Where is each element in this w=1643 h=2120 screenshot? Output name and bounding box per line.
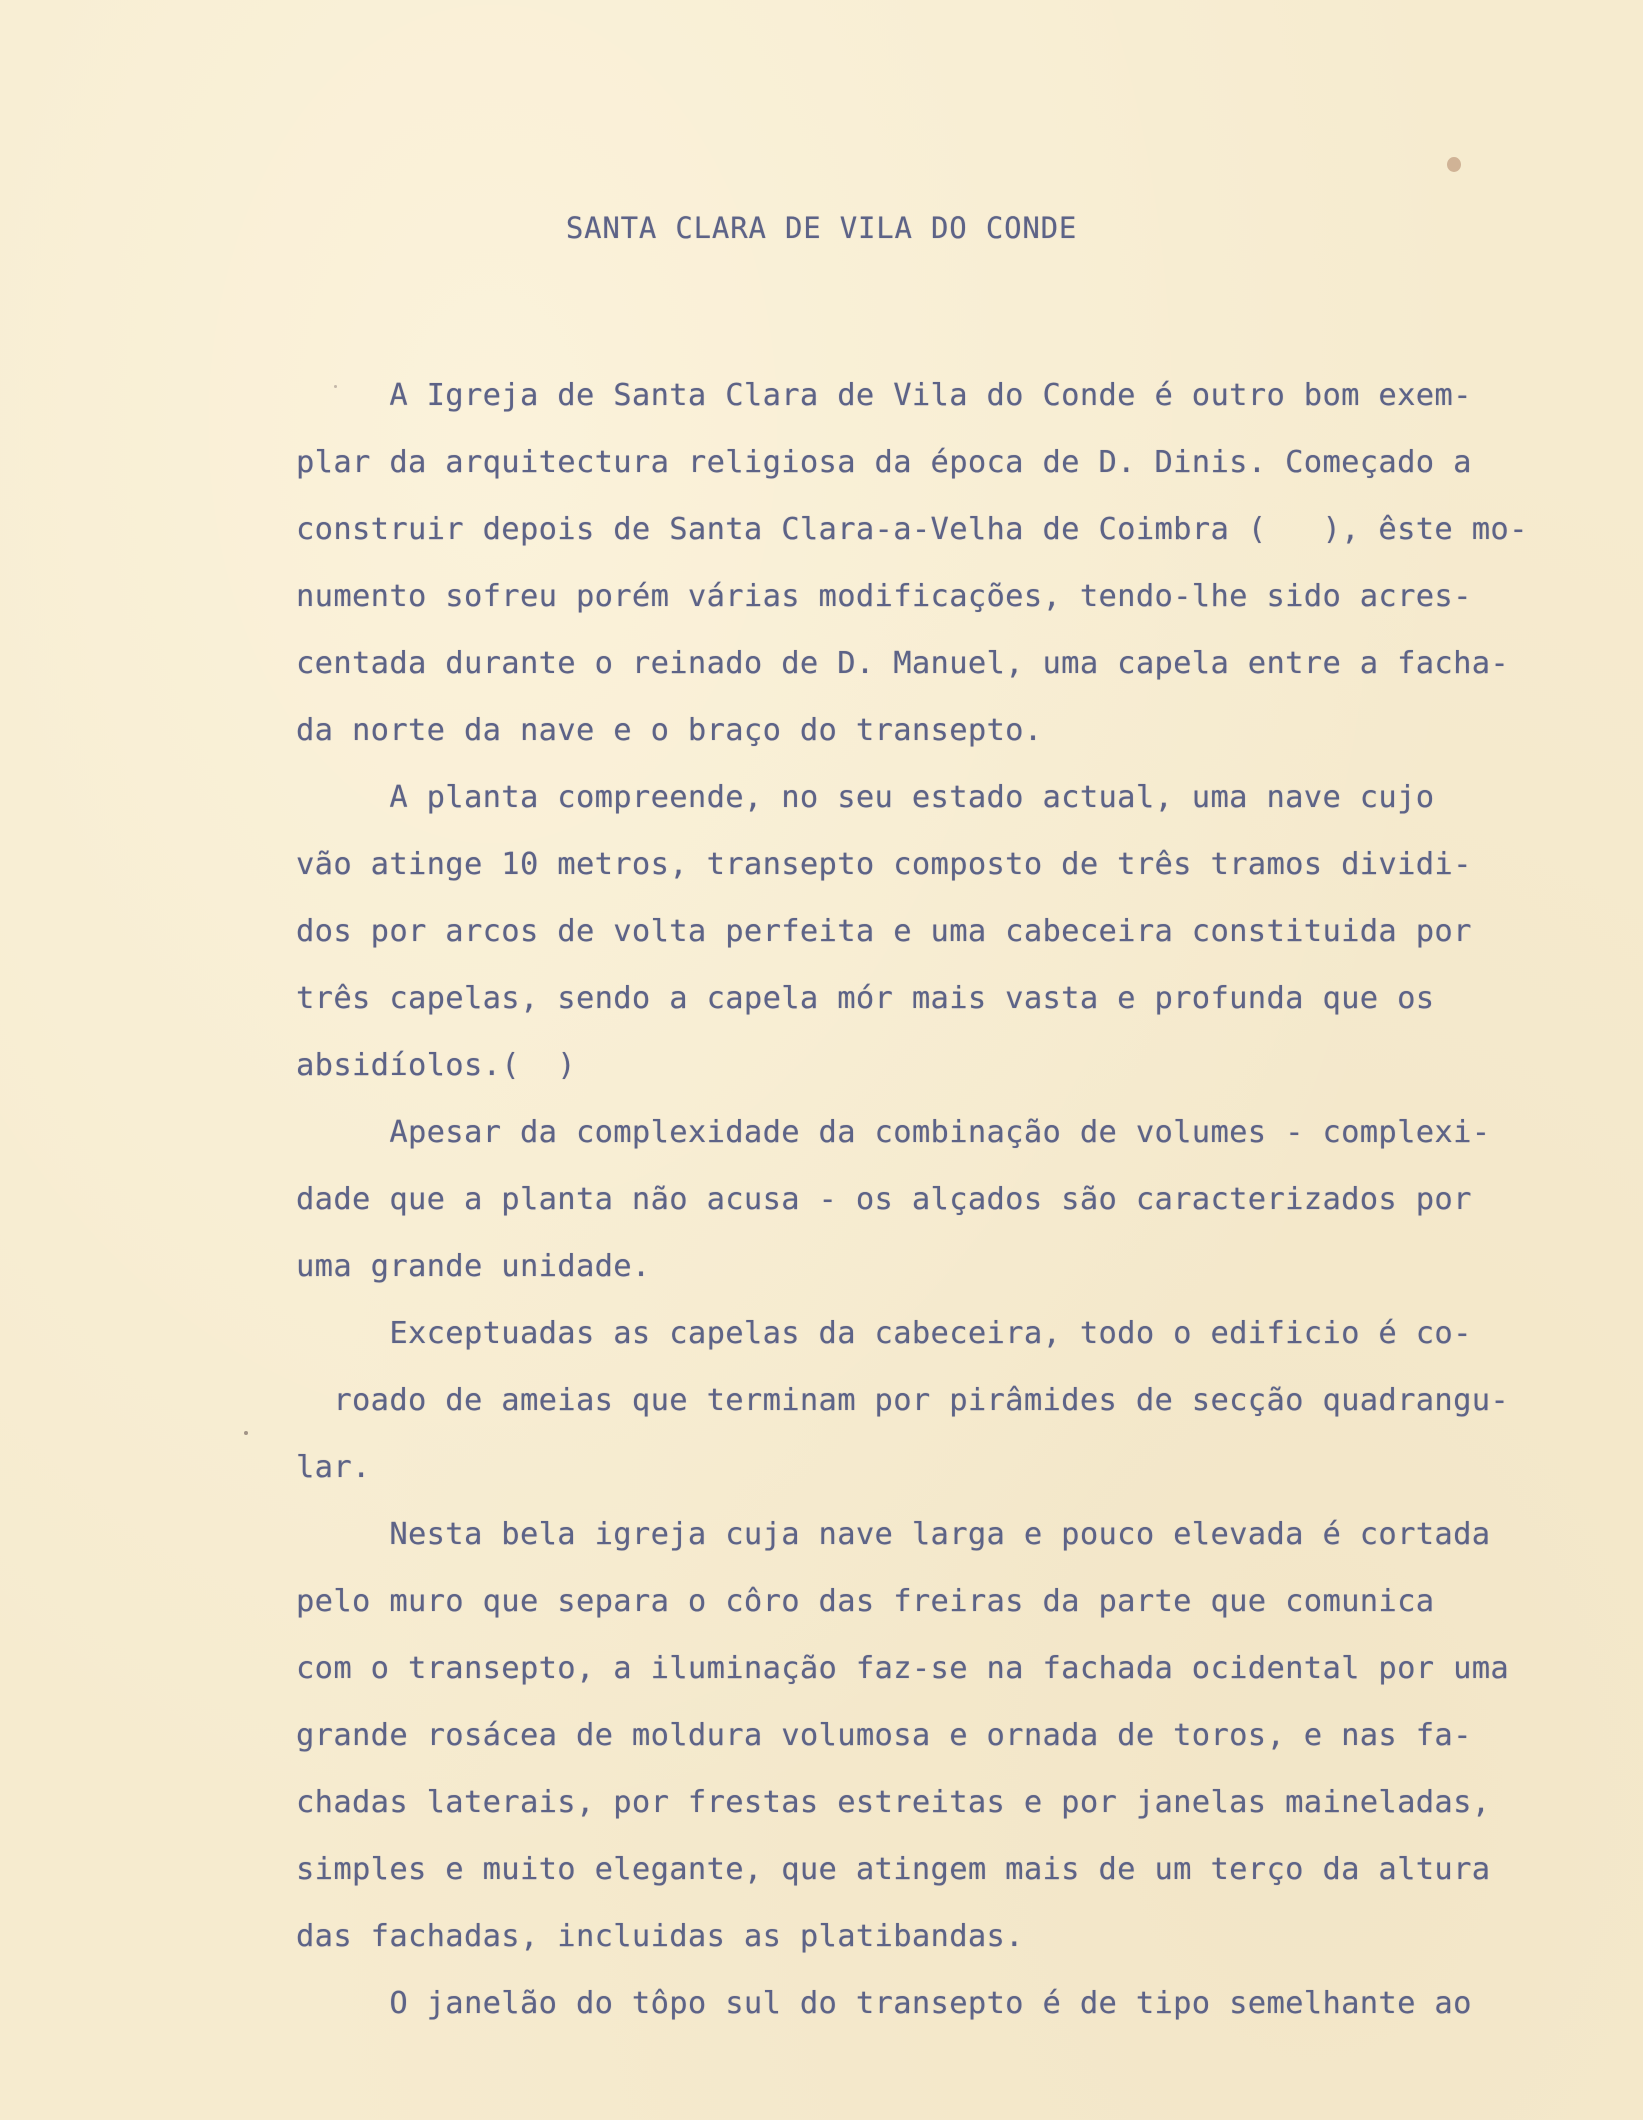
text-line: absidíolos.( ) bbox=[296, 1048, 576, 1083]
text-line: vão atinge 10 metros, transepto composto de três tramos dividi- bbox=[296, 847, 1472, 882]
text-line: Nesta bela igreja cuja nave larga e pouco elevada é cortada bbox=[296, 1517, 1491, 1552]
text-line: da norte da nave e o braço do transepto. bbox=[296, 713, 1043, 748]
text-line: A planta compreende, no seu estado actual, uma nave cujo bbox=[296, 780, 1435, 815]
text-line: O janelão do tôpo sul do transepto é de tipo semelhante ao bbox=[296, 1986, 1472, 2021]
document-title: SANTA CLARA DE VILA DO CONDE bbox=[565, 211, 1078, 245]
text-line: numento sofreu porém várias modificações, tendo-lhe sido acres- bbox=[296, 579, 1472, 614]
text-line: grande rosácea de moldura volumosa e ornada de toros, e nas fa- bbox=[296, 1718, 1472, 1753]
paper-speck bbox=[244, 1431, 248, 1435]
text-line: A Igreja de Santa Clara de Vila do Conde é outro bom exem- bbox=[296, 378, 1472, 413]
text-line: centada durante o reinado de D. Manuel, uma capela entre a facha- bbox=[296, 646, 1510, 681]
text-line: roado de ameias que terminam por pirâmides de secção quadrangu- bbox=[296, 1383, 1510, 1418]
text-line: pelo muro que separa o côro das freiras da parte que comunica bbox=[296, 1584, 1435, 1619]
text-line: com o transepto, a iluminação faz-se na fachada ocidental por uma bbox=[296, 1651, 1510, 1686]
text-line: uma grande unidade. bbox=[296, 1249, 651, 1284]
text-line: Exceptuadas as capelas da cabeceira, todo o edificio é co- bbox=[296, 1316, 1472, 1351]
text-line: três capelas, sendo a capela mór mais vasta e profunda que os bbox=[296, 981, 1435, 1016]
text-line: dade que a planta não acusa - os alçados são caracterizados por bbox=[296, 1182, 1472, 1217]
text-line: simples e muito elegante, que atingem mais de um terço da altura bbox=[296, 1852, 1491, 1887]
text-line: dos por arcos de volta perfeita e uma cabeceira constituida por bbox=[296, 914, 1472, 949]
text-line: Apesar da complexidade da combinação de volumes - complexi- bbox=[296, 1115, 1491, 1150]
text-line: plar da arquitectura religiosa da época de D. Dinis. Começado a bbox=[296, 445, 1472, 480]
ink-stain bbox=[1447, 157, 1461, 172]
text-line: chadas laterais, por frestas estreitas e por janelas maineladas, bbox=[296, 1785, 1491, 1820]
text-line: construir depois de Santa Clara-a-Velha de Coimbra ( ), êste mo- bbox=[296, 512, 1528, 547]
text-line: lar. bbox=[296, 1450, 371, 1485]
text-line: das fachadas, incluidas as platibandas. bbox=[296, 1919, 1024, 1954]
